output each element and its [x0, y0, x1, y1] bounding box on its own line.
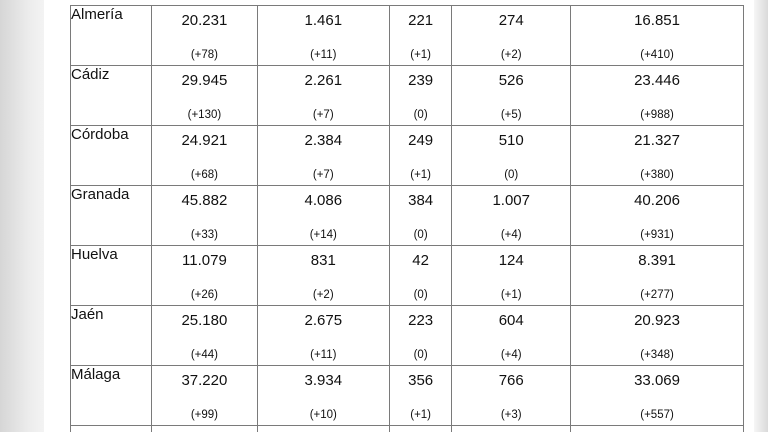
cell-delta: (+4) [500, 229, 522, 241]
cell-delta: (+7) [312, 109, 334, 121]
cell-value: 1.007 [492, 192, 530, 209]
cell-value: 33.069 [634, 372, 680, 389]
table-cell [257, 186, 389, 246]
cell-delta: (+1) [500, 289, 522, 301]
table-row [71, 126, 744, 186]
table-cell-empty [257, 426, 389, 432]
cell-value: 831 [310, 252, 336, 269]
province-cell: Cádiz [71, 66, 152, 126]
cell-delta: (+410) [640, 49, 674, 61]
cell-delta: (+99) [190, 409, 218, 421]
cell-delta: (+11) [310, 49, 337, 61]
cell-value: 45.882 [181, 192, 228, 209]
cell-value: 20.231 [181, 12, 228, 29]
cell-value: 1.461 [304, 12, 343, 29]
cell-value: 20.923 [634, 312, 680, 329]
cell-delta: (+2) [312, 289, 334, 301]
cell-value: 223 [408, 312, 434, 329]
cell-value: 23.446 [634, 72, 680, 89]
cell-value: 766 [498, 372, 524, 389]
cell-delta: (+988) [640, 109, 674, 121]
cell-delta: (+7) [312, 169, 334, 181]
cell-delta: (+68) [190, 169, 218, 181]
cell-value: 4.086 [304, 192, 343, 209]
cell-value: 3.934 [304, 372, 343, 389]
table-cell [571, 246, 744, 306]
table-cell [152, 6, 258, 66]
cell-delta: (+44) [190, 349, 218, 361]
table-cell [152, 66, 258, 126]
cell-delta: (0) [413, 349, 428, 361]
table-cell [389, 66, 452, 126]
cell-value: 42 [412, 252, 429, 269]
table-cell [452, 366, 571, 426]
cell-value: 510 [498, 132, 524, 149]
cell-delta: (+14) [309, 229, 337, 241]
province-cell: Córdoba [71, 126, 152, 186]
data-table [70, 5, 744, 432]
cell-value: 249 [408, 132, 434, 149]
table-cell [257, 66, 389, 126]
table-cell-empty [152, 426, 258, 432]
table-cell-empty [452, 426, 571, 432]
cell-value: 8.391 [638, 252, 676, 269]
cell-value: 29.945 [181, 72, 228, 89]
cell-value: 356 [408, 372, 434, 389]
table-cell [571, 126, 744, 186]
table-cell [389, 366, 452, 426]
cell-delta: (+557) [640, 409, 674, 421]
table-cell [257, 246, 389, 306]
table-cell-empty [571, 426, 744, 432]
table-cell [571, 186, 744, 246]
cell-delta: (+130) [187, 109, 222, 121]
cell-delta: (+33) [190, 229, 218, 241]
table-cell-empty [389, 426, 452, 432]
table-cell [389, 186, 452, 246]
table-cell [452, 66, 571, 126]
cell-value: 2.384 [304, 132, 343, 149]
table-cell [452, 186, 571, 246]
cell-delta: (+10) [309, 409, 337, 421]
cell-value: 16.851 [634, 12, 680, 29]
cell-value: 124 [498, 252, 524, 269]
table-cell [452, 306, 571, 366]
document-page [44, 0, 744, 432]
province-cell: Jaén [71, 306, 152, 366]
table-cell [571, 66, 744, 126]
cell-value: 24.921 [181, 132, 228, 149]
cell-delta: (0) [504, 169, 519, 181]
cell-value: 25.180 [181, 312, 228, 329]
table-row [71, 66, 744, 126]
table-cell [152, 246, 258, 306]
table-cell-empty [71, 426, 152, 432]
cell-value: 21.327 [634, 132, 680, 149]
cell-delta: (+277) [640, 289, 674, 301]
cell-value: 2.675 [304, 312, 343, 329]
province-cell: Huelva [71, 246, 152, 306]
table-row-partial [71, 426, 744, 432]
cell-delta: (+1) [410, 49, 432, 61]
table-row [71, 366, 744, 426]
table-row [71, 6, 744, 66]
table-cell [452, 6, 571, 66]
table-cell [152, 126, 258, 186]
cell-delta: (0) [413, 109, 428, 121]
table-cell [571, 306, 744, 366]
cell-value: 526 [498, 72, 524, 89]
cell-delta: (+348) [640, 349, 674, 361]
cell-delta: (+931) [640, 229, 674, 241]
province-cell: Granada [71, 186, 152, 246]
table-row [71, 306, 744, 366]
table-cell [152, 366, 258, 426]
cell-value: 221 [408, 12, 434, 29]
table-cell [257, 306, 389, 366]
table-row [71, 186, 744, 246]
province-cell: Málaga [71, 366, 152, 426]
cell-value: 239 [408, 72, 434, 89]
table-cell [152, 306, 258, 366]
table-cell [389, 246, 452, 306]
province-cell: Almería [71, 6, 152, 66]
cell-value: 11.079 [182, 252, 227, 269]
cell-delta: (+78) [190, 49, 218, 61]
cell-delta: (+26) [190, 289, 218, 301]
table-cell [452, 246, 571, 306]
table-cell [452, 126, 571, 186]
table-cell [389, 306, 452, 366]
page-shadow-right [754, 0, 768, 432]
cell-delta: (+1) [410, 169, 432, 181]
cell-delta: (0) [413, 289, 428, 301]
cell-delta: (+1) [410, 409, 432, 421]
table-cell [152, 186, 258, 246]
cell-delta: (+2) [500, 49, 522, 61]
cell-delta: (+380) [640, 169, 674, 181]
cell-value: 2.261 [304, 72, 343, 89]
cell-delta: (+4) [500, 349, 522, 361]
table-cell [389, 126, 452, 186]
cell-value: 37.220 [181, 372, 228, 389]
cell-value: 274 [498, 12, 524, 29]
cell-value: 40.206 [634, 192, 680, 209]
table-cell [389, 6, 452, 66]
cell-delta: (0) [413, 229, 428, 241]
cell-delta: (+11) [310, 349, 337, 361]
table-row [71, 246, 744, 306]
cell-delta: (+3) [500, 409, 522, 421]
cell-value: 604 [498, 312, 524, 329]
table-cell [571, 366, 744, 426]
cell-value: 384 [408, 192, 434, 209]
table-cell [257, 366, 389, 426]
table-cell [257, 126, 389, 186]
cell-delta: (+5) [500, 109, 522, 121]
table-cell [571, 6, 744, 66]
table-cell [257, 6, 389, 66]
